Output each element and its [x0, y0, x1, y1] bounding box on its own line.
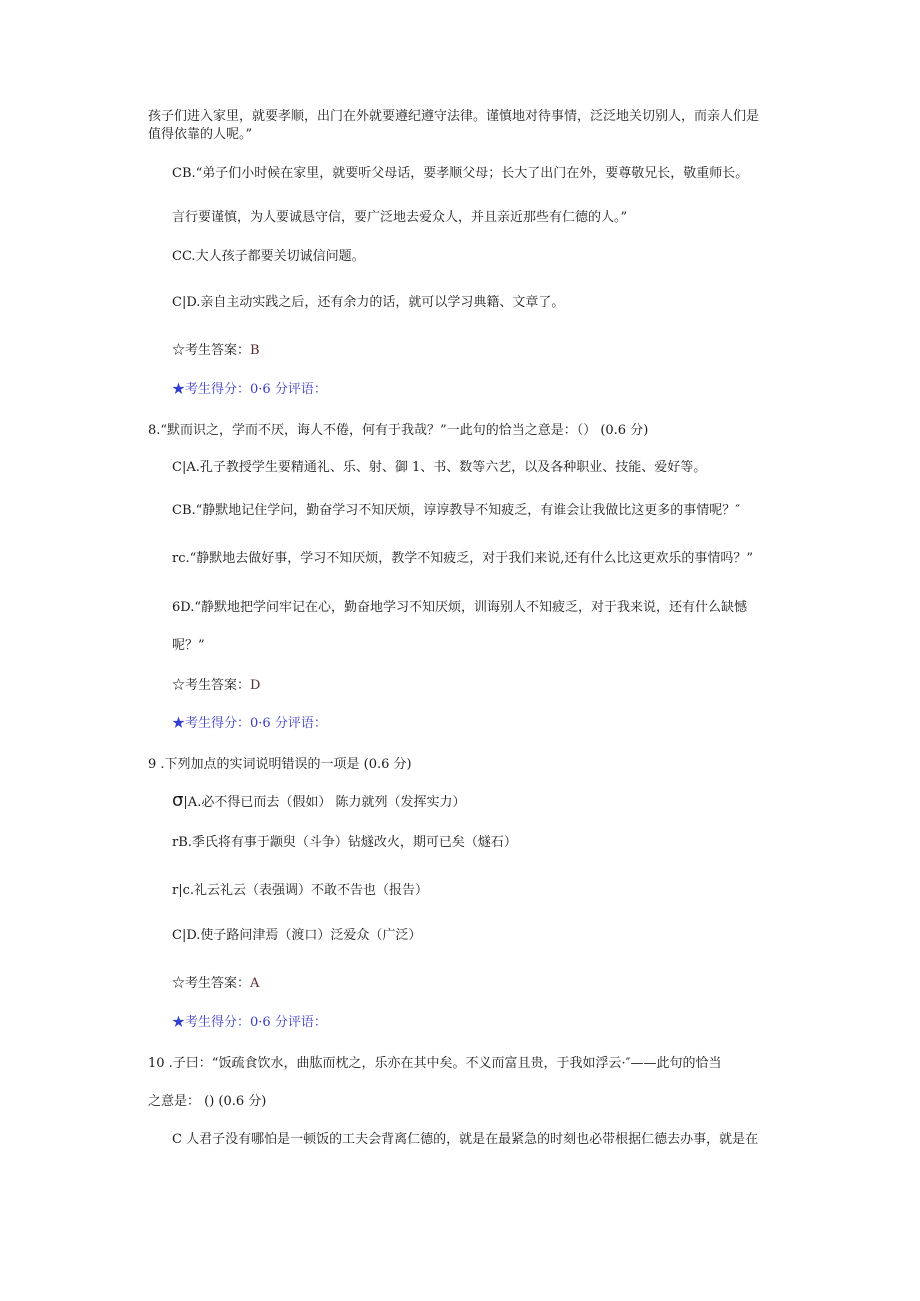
answer-label: ☆考生答案： — [172, 678, 251, 693]
text-line: 孩子们进入家里，就要孝顺，出门在外就要遵纪遵守法律。谨慎地对待事情，泛泛地关切别人，而亲人们是 — [148, 109, 760, 124]
option-c: r|c.礼云礼云（表强调）不敢不告也（报告） — [172, 883, 429, 898]
star-icon: ★ — [172, 382, 186, 397]
candidate-answer — [172, 677, 260, 695]
score-line — [172, 715, 327, 733]
candidate-answer — [172, 342, 260, 360]
text-line: 言行要谨慎，为人要诚恳守信，要广泛地去爱众人，并且亲近那些有仁德的人。” — [172, 210, 628, 225]
answer-value: B — [250, 343, 260, 358]
text-line: 呢？” — [172, 638, 205, 653]
option-c: CC.大人孩子都要关切诚信问题。 — [172, 249, 365, 264]
option-a: C 人君子没有哪怕是一顿饭的工夫会背离仁德的，就是在最紧急的时刻也必带根据仁德去办事，就是在 — [172, 1132, 759, 1147]
score-line — [172, 1014, 327, 1032]
text-line: 之意是： () (0.6 分) — [148, 1094, 267, 1109]
question-8: 8.“默而识之，学而不厌，诲人不倦，何有于我哉？”一此句的恰当之意是：（） (0.6 分) — [148, 423, 649, 438]
candidate-answer — [172, 975, 259, 993]
option-b: CB.“静默地记住学问，勤奋学习不知厌烦，谆谆教导不知疲乏，有谁会让我做比这更多的事情呢？″ — [172, 503, 741, 518]
answer-value: A — [250, 976, 260, 991]
option-d: C|D.使子路问津焉（渡口）泛爱众（广泛） — [172, 928, 422, 943]
score-line — [172, 381, 327, 399]
answer-label: ☆考生答案： — [172, 343, 251, 358]
radio-glyph: σ — [172, 790, 184, 811]
question-9: 9 .下列加点的实词说明错误的一项是 (0.6 分) — [148, 757, 412, 772]
option-b: CB.“弟子们小时候在家里，就要听父母话，要孝顺父母；长大了出门在外，要尊敬兄长，敬重师长。 — [172, 166, 749, 181]
star-icon: ★ — [172, 716, 186, 731]
question-10: 10 .子曰：“饭疏食饮水，曲肱而枕之，乐亦在其中矣。不义而富且贵，于我如浮云·″——此句的恰当 — [148, 1056, 722, 1071]
option-a — [172, 792, 465, 812]
answer-label: ☆考生答案： — [172, 976, 251, 991]
answer-value: D — [250, 678, 261, 693]
option-d: C|D.亲自主动实践之后，还有余力的话，就可以学习典籍、文章了。 — [172, 295, 565, 310]
option-a: C|A.孔子教授学生要精通礼、乐、射、御 1、书、数等六艺，以及各种职业、技能、爱好等。 — [172, 460, 707, 475]
score-text: 考生得分：0·6 分评语： — [185, 1015, 327, 1030]
option-d: 6D.“静默地把学问牢记在心，勤奋地学习不知厌烦，训诲别人不知疲乏，对于我来说，还有什么缺憾 — [172, 600, 748, 615]
option-text: |A.必不得已而去（假如） 陈力就列（发挥实力） — [183, 795, 466, 810]
score-text: 考生得分：0·6 分评语： — [185, 382, 327, 397]
option-c: rc.“静默地去做好事，学习不知厌烦，教学不知疲乏，对于我们来说,还有什么比这更欢乐的事情吗？” — [172, 551, 754, 566]
option-b: rB.季氏将有事于颛臾（斗争）钻燧改火，期可已矣（燧石） — [172, 835, 517, 850]
text-line: 值得依靠的人呢。” — [148, 127, 253, 142]
score-text: 考生得分：0·6 分评语： — [185, 716, 327, 731]
star-icon: ★ — [172, 1015, 186, 1030]
